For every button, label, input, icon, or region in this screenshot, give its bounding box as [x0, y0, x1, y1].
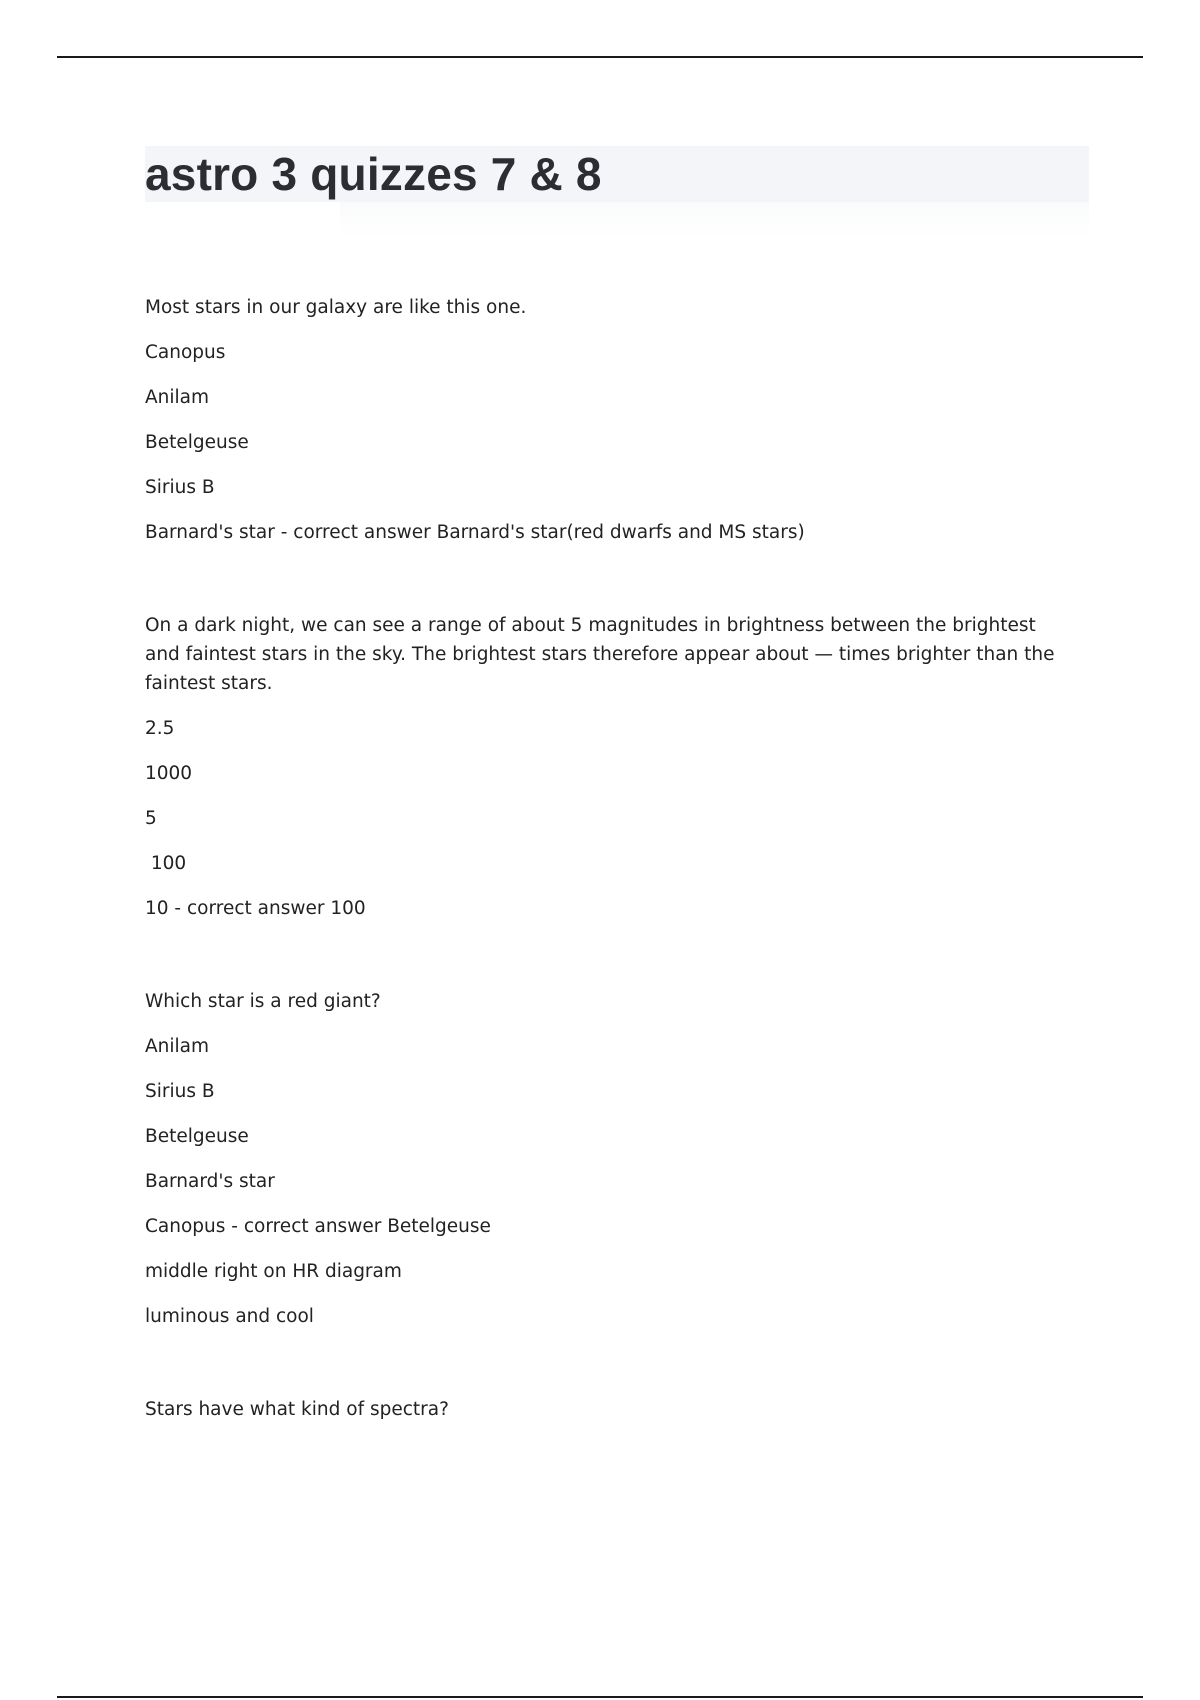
answer-line: 2.5 — [145, 718, 175, 739]
answer-line: Betelgeuse — [145, 432, 249, 453]
answer-line: Anilam — [145, 1036, 210, 1057]
answer-line: luminous and cool — [145, 1306, 314, 1327]
answer-line: Barnard's star — [145, 1171, 275, 1192]
document-title: astro 3 quizzes 7 & 8 — [145, 148, 602, 200]
question-1 — [145, 293, 1065, 547]
question-2 — [145, 611, 1065, 923]
quiz-content — [145, 293, 1065, 1488]
answer-line: Barnard's star - correct answer Barnard's star(red dwarfs and MS stars) — [145, 522, 805, 543]
question-text: Which star is a red giant? — [145, 991, 381, 1012]
answer-line: Canopus — [145, 342, 226, 363]
answer-line: Sirius B — [145, 1081, 215, 1102]
question-text: Most stars in our galaxy are like this one. — [145, 297, 527, 318]
bottom-divider — [57, 1696, 1143, 1698]
answer-line: 5 — [145, 808, 157, 829]
title-shadow — [340, 202, 1089, 238]
answer-line: Canopus - correct answer Betelgeuse — [145, 1216, 491, 1237]
answer-line: 1000 — [145, 763, 193, 784]
top-divider — [57, 56, 1143, 58]
question-4 — [145, 1395, 1065, 1424]
answer-line: 10 - correct answer 100 — [145, 898, 366, 919]
question-text: On a dark night, we can see a range of about 5 magnitudes in brightness between the brightest and faintest stars in the sky. The brightest stars therefore appear about — times brighter than the faintest stars. — [145, 615, 1055, 694]
answer-line: Anilam — [145, 387, 210, 408]
answer-line: 100 — [145, 853, 187, 874]
answer-line: middle right on HR diagram — [145, 1261, 402, 1282]
answer-line: Betelgeuse — [145, 1126, 249, 1147]
question-3 — [145, 987, 1065, 1331]
answer-line: Sirius B — [145, 477, 215, 498]
question-text: Stars have what kind of spectra? — [145, 1399, 449, 1420]
